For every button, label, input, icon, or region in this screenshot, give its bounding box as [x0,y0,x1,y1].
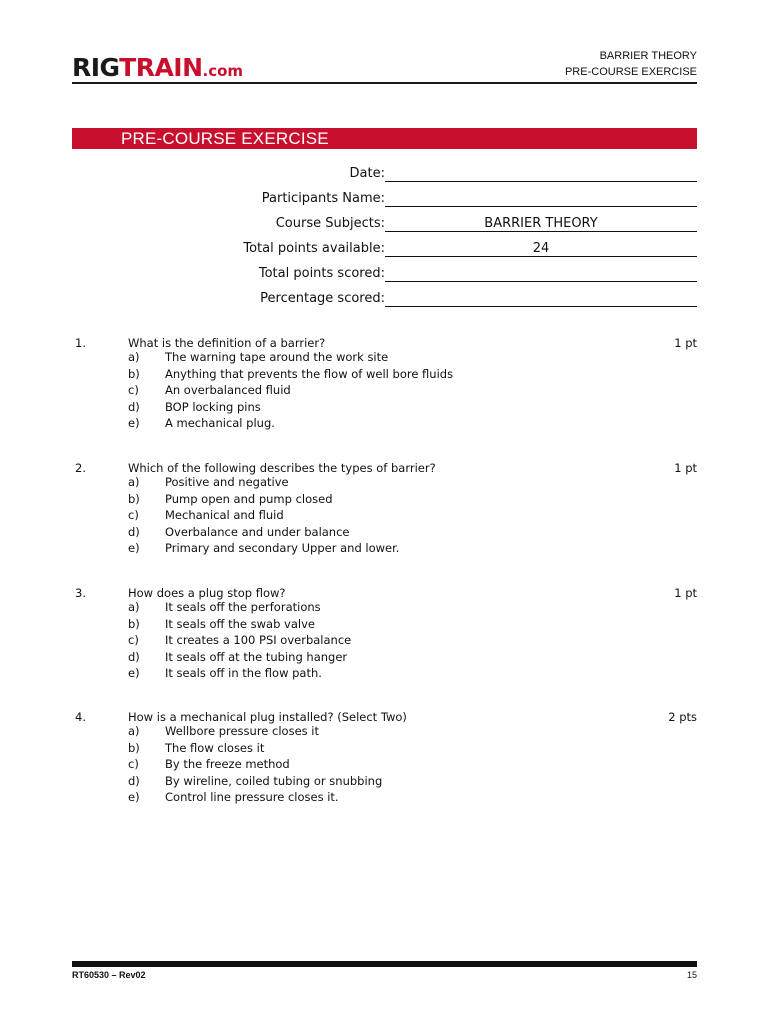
question-points: 2 pts [668,710,697,724]
option-text: The flow closes it [165,740,265,755]
percentage-scored-field[interactable] [385,306,697,307]
option-letter: c) [128,383,139,398]
header-rule [72,82,697,84]
date-field[interactable] [385,181,697,182]
answer-option[interactable] [72,508,697,525]
option-text: Mechanical and fluid [165,508,284,523]
form-row-percentage-scored [72,287,697,307]
option-text: Control line pressure closes it. [165,790,339,805]
form-label: Date: [349,166,385,181]
option-letter: d) [128,773,140,788]
question-2 [72,462,697,558]
points-available-field[interactable] [385,256,697,257]
option-letter: e) [128,541,140,556]
option-letter: c) [128,508,139,523]
option-text: By wireline, coiled tubing or snubbing [165,773,383,788]
rigtrain-logo [72,55,243,81]
banner-title: PRE-COURSE EXERCISE [121,129,329,148]
logo-train-text: TRAIN [119,53,203,82]
points-scored-field[interactable] [385,281,697,282]
form-label: Percentage scored: [260,291,385,306]
question-number: 3. [75,586,86,600]
option-text: Positive and negative [165,475,289,489]
footer-rule [72,961,697,967]
form-value: BARRIER THEORY [484,216,598,231]
answer-option[interactable] [72,666,697,683]
form-label: Participants Name: [261,191,385,206]
option-text: The warning tape around the work site [165,350,389,364]
question-number: 1. [75,336,86,350]
answer-option[interactable] [72,367,697,384]
option-text: It seals off the perforations [165,600,321,614]
header-title-line2: PRE-COURSE EXERCISE [564,66,697,78]
header-title-block [565,48,697,80]
question-3 [72,587,697,683]
answer-option[interactable] [72,541,697,558]
question-4 [72,711,697,807]
course-subjects-field[interactable] [385,231,697,232]
option-letter: a) [128,350,140,364]
option-letter: b) [128,616,140,631]
option-letter: d) [128,649,140,664]
option-letter: b) [128,491,140,506]
option-text: Pump open and pump closed [165,491,333,506]
answer-option[interactable] [72,383,697,400]
question-points: 1 pt [674,336,697,350]
answer-option[interactable] [72,416,697,433]
option-letter: e) [128,790,140,805]
option-text: An overbalanced fluid [165,383,291,398]
option-letter: e) [128,416,140,431]
option-text: Wellbore pressure closes it [165,724,320,738]
answer-option[interactable] [72,525,697,542]
option-letter: c) [128,757,139,772]
form-row-points-scored [72,262,697,282]
question-text: Which of the following describes the types of barrier? [128,461,436,475]
option-text: BOP locking pins [165,399,261,414]
option-letter: b) [128,740,140,755]
option-text: It seals off the swab valve [165,616,315,631]
answer-option[interactable] [72,475,697,492]
option-text: Overbalance and under balance [165,524,350,539]
question-text: How is a mechanical plug installed? (Select Two) [128,710,407,724]
form-value: 24 [532,241,550,256]
question-points: 1 pt [674,586,697,600]
option-text: By the freeze method [165,757,290,772]
form-row-points-available [72,237,697,257]
logo-rig-text: RIG [72,53,120,82]
answer-option[interactable] [72,774,697,791]
question-text: What is the definition of a barrier? [128,336,326,350]
option-letter: d) [128,524,140,539]
answer-option[interactable] [72,741,697,758]
question-1 [72,337,697,433]
answer-option[interactable] [72,350,697,367]
form-row-course-subjects [72,212,697,232]
question-number: 2. [75,461,86,475]
answer-option[interactable] [72,633,697,650]
form-row-participant-name [72,187,697,207]
option-text: A mechanical plug. [165,416,275,431]
answer-option[interactable] [72,724,697,741]
section-banner [72,128,697,149]
option-letter: e) [128,666,140,681]
answer-option[interactable] [72,492,697,509]
question-number: 4. [75,710,86,724]
form-label: Total points available: [243,241,385,256]
footer-doc-ref: RT60530 – Rev02 [72,970,146,980]
question-text: How does a plug stop flow? [128,586,286,600]
option-text: It seals off in the flow path. [165,666,322,681]
form-label: Total points scored: [258,266,385,281]
option-letter: a) [128,724,140,738]
footer-page-number: 15 [686,970,697,980]
option-letter: d) [128,399,140,414]
form-row-date [72,162,697,182]
answer-option[interactable] [72,617,697,634]
option-letter: c) [128,633,139,648]
question-points: 1 pt [674,461,697,475]
option-letter: a) [128,475,140,489]
answer-option[interactable] [72,757,697,774]
option-text: Primary and secondary Upper and lower. [165,541,400,556]
participant-name-field[interactable] [385,206,697,207]
answer-option[interactable] [72,600,697,617]
header-title-line1: BARRIER THEORY [599,50,697,62]
option-text: It seals off at the tubing hanger [165,649,348,664]
answer-option[interactable] [72,400,697,417]
option-letter: a) [128,600,140,614]
option-text: Anything that prevents the flow of well bore fluids [165,366,454,381]
answer-option[interactable] [72,650,697,667]
answer-option[interactable] [72,790,697,807]
form-label: Course Subjects: [275,216,385,231]
option-letter: b) [128,366,140,381]
option-text: It creates a 100 PSI overbalance [165,633,352,648]
logo-dotcom-text: .com [202,62,244,80]
